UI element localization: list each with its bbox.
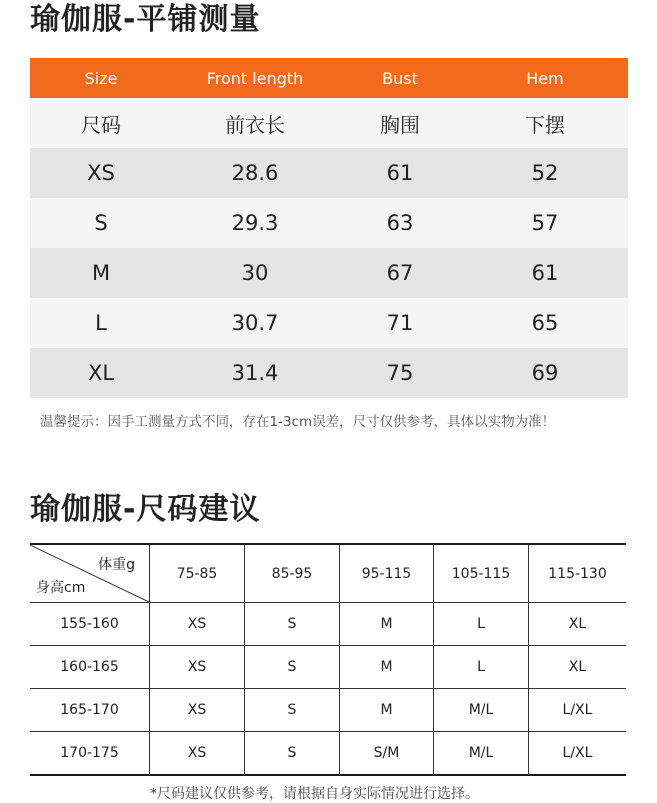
size-advice-header-row [30,545,626,603]
header-bust: Bust [382,68,418,88]
front-length-cell: 29.3 [231,211,279,235]
bust-cell: 63 [386,211,414,235]
size-cell: XS [150,732,245,774]
hem-cell: 57 [531,211,559,235]
table-row [30,603,626,646]
measurement-header-row [30,58,628,98]
hem-cell: 52 [531,161,559,185]
height-range-cell: 170-175 [30,732,150,774]
size-cell: S/M [340,732,434,774]
header-size: Size [84,68,118,88]
size-cell: XS [87,161,115,185]
front-length-cell: 30.7 [231,311,279,335]
hem-cell: 69 [531,361,559,385]
size-cell: XL [568,659,587,675]
size-advice-note: *尺码建议仅供参考，请根据自身实际情况进行选择。 [150,786,479,802]
weight-range-header: 105-115 [434,545,529,602]
front-length-cell: 30 [241,261,269,285]
measurement-table [30,58,628,398]
table-row [30,689,626,732]
table-row [30,732,626,774]
size-cell: S [245,689,340,731]
size-cell: L [95,311,107,335]
height-label: 身高cm [36,580,86,596]
corner-cell [30,545,150,602]
size-cell: L [434,646,529,688]
table-row [30,646,626,689]
size-cell: XS [150,603,245,645]
front-length-cell: 31.4 [231,361,279,385]
size-cell: L/XL [562,745,593,761]
table-row [30,198,628,248]
weight-label: 体重g [98,557,135,573]
measurement-cn-header-row [30,98,628,148]
measurement-note: 温馨提示：因手工测量方式不同，存在1-3cm误差，尺寸仅供参考，具体以实物为准！ [40,414,556,430]
size-cell: XL [87,361,115,385]
header-hem: Hem [526,68,564,88]
size-cell: M [340,646,434,688]
weight-range-header: 85-95 [245,545,340,602]
size-cell: XS [150,689,245,731]
weight-range-header: 95-115 [340,545,434,602]
hem-cell: 65 [531,311,559,335]
weight-range-header: 115-130 [548,565,607,582]
table-row [30,248,628,298]
size-cell: M [340,603,434,645]
size-cell: M/L [434,732,529,774]
header-cn-bust: 胸围 [380,112,420,137]
bust-cell: 75 [386,361,414,385]
size-cell: M [91,261,111,285]
table-row [30,148,628,198]
size-cell: XL [568,616,587,632]
size-cell: XS [150,646,245,688]
bust-cell: 67 [386,261,414,285]
size-cell: M [340,689,434,731]
height-range-cell: 160-165 [30,646,150,688]
hem-cell: 61 [531,261,559,285]
size-cell: S [245,646,340,688]
size-cell: L [434,603,529,645]
header-cn-hem: 下摆 [525,112,565,137]
bust-cell: 61 [386,161,414,185]
measurement-title: 瑜伽服-平铺测量 [30,2,261,37]
height-range-cell: 155-160 [30,603,150,645]
size-advice-table [30,543,626,776]
size-cell: S [94,211,108,235]
front-length-cell: 28.6 [231,161,279,185]
size-cell: L/XL [562,702,593,718]
header-front-length: Front length [206,68,304,88]
height-range-cell: 165-170 [30,689,150,731]
size-advice-title: 瑜伽服-尺码建议 [30,492,261,527]
table-row [30,348,628,398]
size-cell: M/L [434,689,529,731]
table-row [30,298,628,348]
weight-range-header: 75-85 [150,545,245,602]
header-cn-size: 尺码 [81,112,121,137]
header-cn-front-length: 前衣长 [225,112,285,137]
bust-cell: 71 [386,311,414,335]
size-cell: S [245,732,340,774]
size-cell: S [245,603,340,645]
